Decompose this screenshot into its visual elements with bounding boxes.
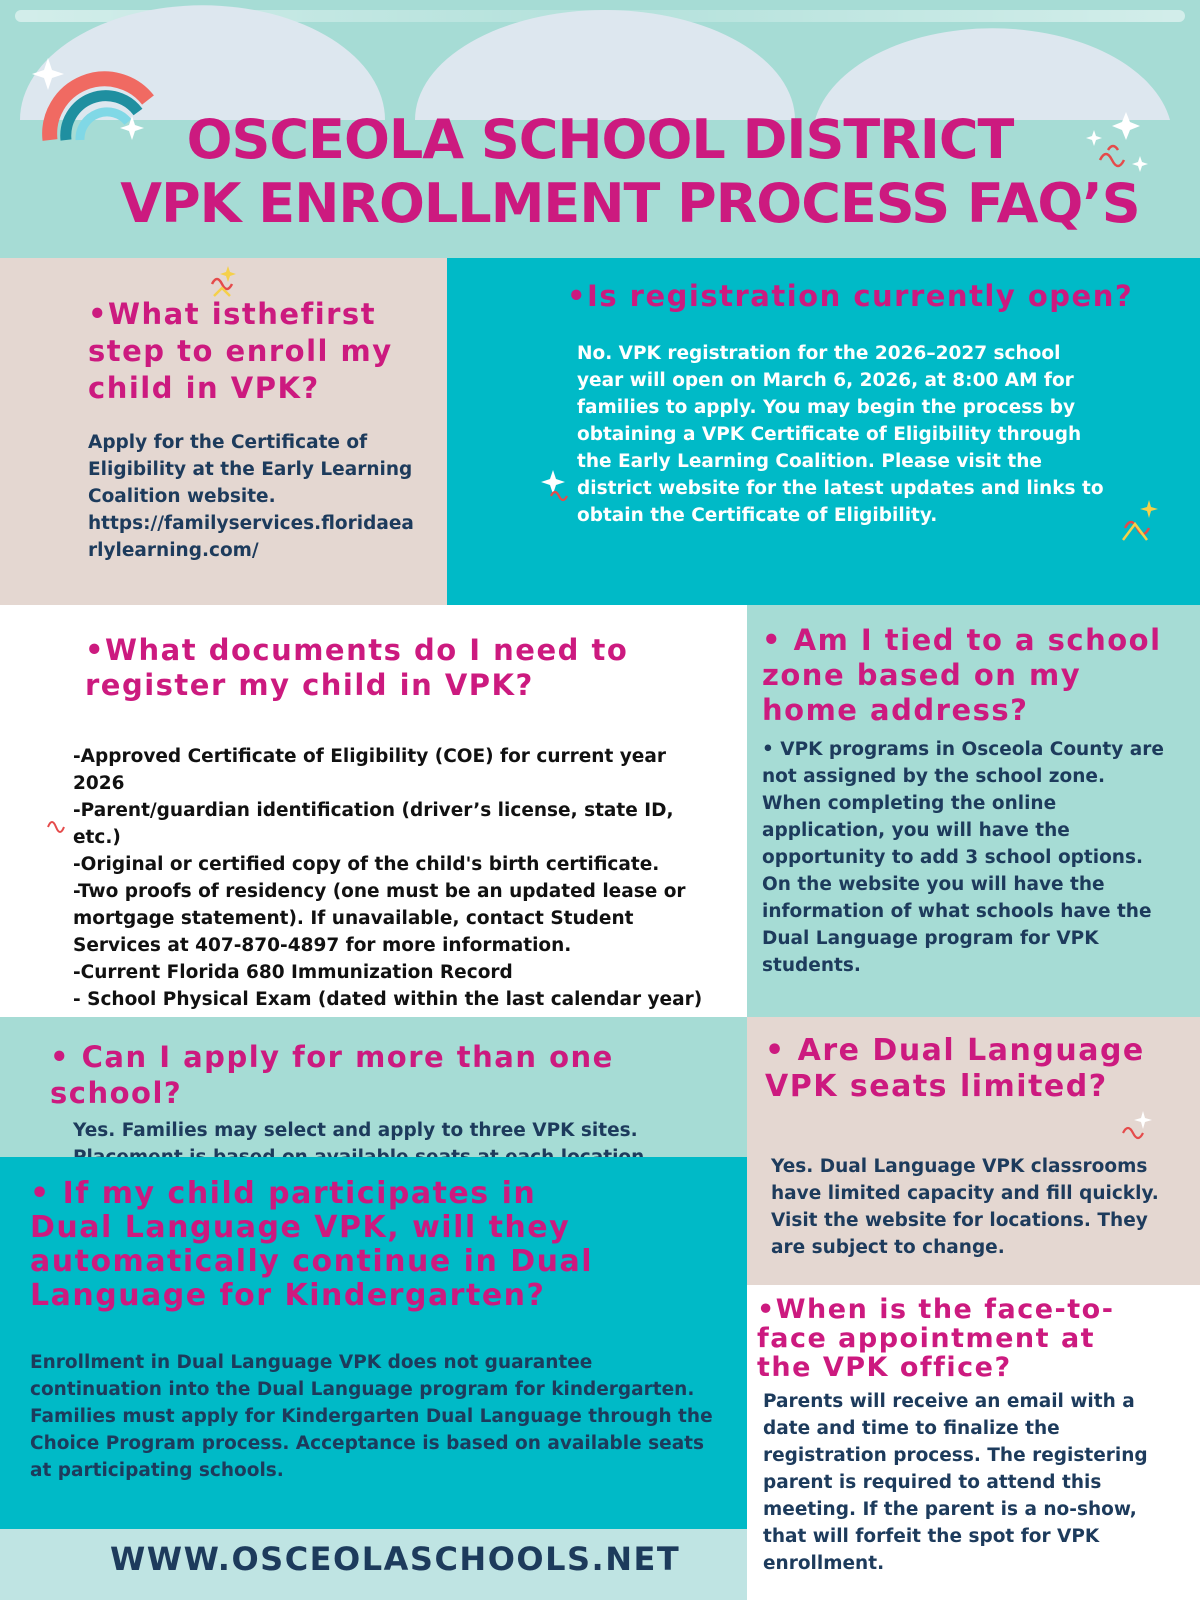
list-item: -Original or certified copy of the child's birth certificate. [73, 854, 660, 875]
faq-dual-limited-panel [747, 1017, 1200, 1285]
title-line-2: VPK ENROLLMENT PROCESS FAQ’S [120, 172, 1140, 235]
faq-registration-question: •Is registration currently open? [567, 279, 1134, 313]
list-item: -Current Florida 680 Immunization Record [73, 962, 513, 983]
faq-first-step-question: •What isthefirst step to enroll my child in VPK? [88, 297, 393, 405]
faq-more-than-one-panel [0, 1017, 747, 1157]
faq-dual-continue-answer: Enrollment in Dual Language VPK does not guarantee continuation into the Dual Language program for kindergarten. Families must apply for Kindergarten Dual Language through the Choice Program process. Acceptance is based on available seats at participating schools. [30, 1352, 713, 1481]
sparkle-icon [537, 466, 577, 510]
website-link[interactable]: WWW.OSCEOLASCHOOLS.NET [110, 1540, 681, 1578]
faq-dual-continue-panel [0, 1157, 747, 1529]
faq-first-step-link[interactable]: https://familyservices.floridaea rlylearning.com/ [88, 513, 414, 561]
faq-documents-panel [0, 605, 747, 1017]
faq-school-zone-panel [747, 605, 1200, 1017]
faq-dual-limited-question: • Are Dual Language VPK seats limited? [765, 1033, 1145, 1104]
faq-more-than-one-question: • Can I apply for more than one school? [50, 1040, 614, 1110]
confetti-icon [46, 813, 70, 833]
faq-first-step-panel [0, 258, 447, 605]
header-title [0, 108, 1200, 236]
sparkle-icon [1117, 1109, 1157, 1149]
sparkle-icon [1115, 498, 1165, 548]
faq-school-zone-answer: • VPK programs in Osceola County are not assigned by the school zone. When completing the online application, you will have the opportunity to add 3 school options. On the website you will have the information of what schools have the Dual Language program for VPK students. [762, 739, 1164, 976]
list-item: -Two proofs of residency (one must be an updated lease or mortgage statement). If unavailable, contact Student Services at 407-870-4897 for more information. [73, 881, 686, 956]
faq-face-to-face-panel [747, 1285, 1200, 1600]
faq-documents-question: •What documents do I need to register my child in VPK? [85, 633, 629, 702]
faq-dual-limited-answer: Yes. Dual Language VPK classrooms have limited capacity and fill quickly. Visit the website for locations. They are subject to change. [771, 1156, 1159, 1258]
faq-first-step-answer: Apply for the Certificate of Eligibility at the Early Learning Coalition website. [88, 432, 413, 507]
faq-face-to-face-question: •When is the face-to-face appointment at the VPK office? [757, 1294, 1115, 1383]
footer-bar [0, 1529, 747, 1600]
sparkle-icon [198, 258, 248, 308]
faq-registration-answer: No. VPK registration for the 2026–2027 school year will open on March 6, 2026, at 8:00 AM for families to apply. You may begin the process by obtaining a VPK Certificate of Eligibility through the Early Learning Coalition. Please visit the district website for the latest updates and links to obtain the Certificate of Eligibility. [577, 343, 1104, 526]
list-item: - School Physical Exam (dated within the last calendar year) [73, 989, 703, 1010]
header-banner [0, 0, 1200, 258]
faq-more-than-one-answer: Yes. Families may select and apply to three VPK sites. [73, 1120, 638, 1141]
list-item: -Approved Certificate of Eligibility (COE) for current year 2026 [73, 746, 666, 794]
faq-face-to-face-answer: Parents will receive an email with a date and time to finalize the registration process. The registering parent is required to attend this meeting. If the parent is a no-show, that will forfeit the spot for VPK enrollment. [763, 1391, 1148, 1574]
title-line-1: OSCEOLA SCHOOL DISTRICT [186, 108, 1014, 171]
faq-school-zone-question: • Am I tied to a school zone based on my home address? [762, 623, 1162, 727]
documents-list [73, 743, 723, 1013]
list-item: -Parent/guardian identification (driver’s license, state ID, etc.) [73, 800, 674, 848]
faq-registration-panel [447, 258, 1200, 605]
faq-dual-continue-question: • If my child participates in Dual Language VPK, will they automatically continue in Dual Language for Kindergarten? [30, 1176, 594, 1313]
